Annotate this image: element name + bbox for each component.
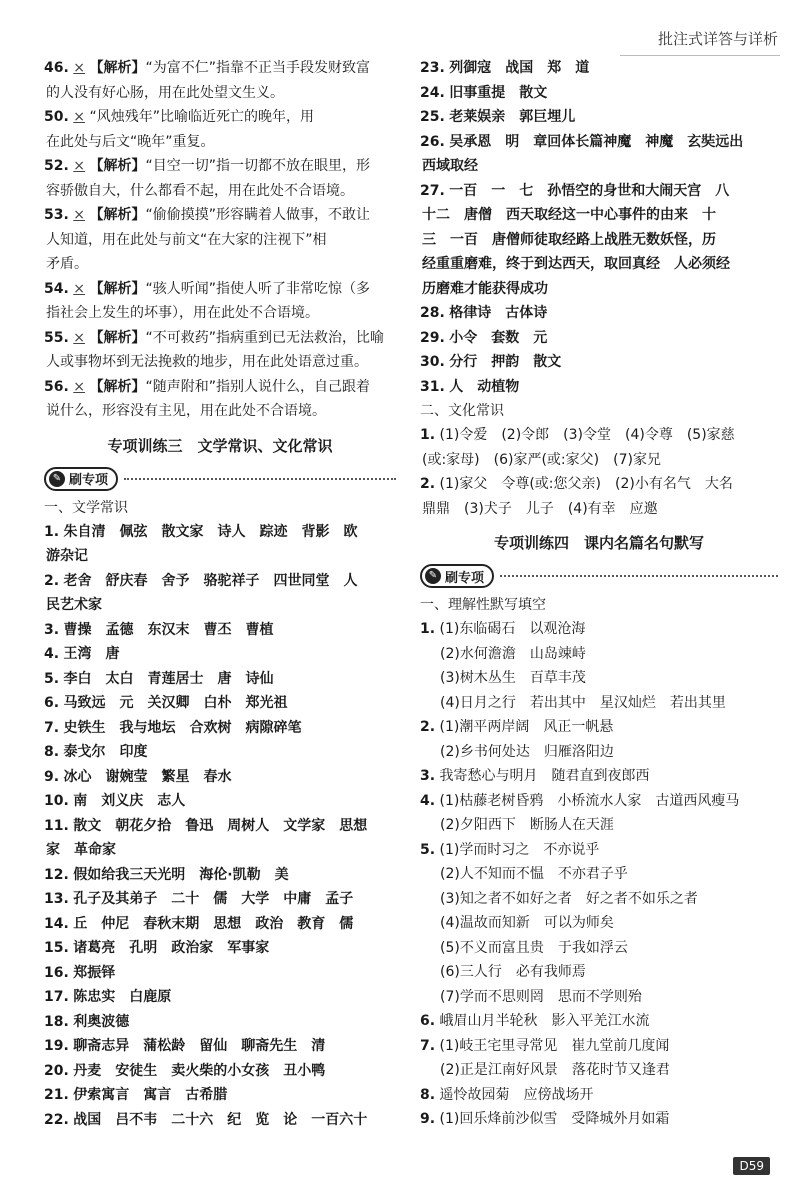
answer-item: [420, 179, 778, 204]
answer-item: [44, 1034, 396, 1059]
item-text: (1)令爱 (2)令郎 (3)令堂 (4)令尊 (5)家慈: [439, 427, 735, 443]
item-number: 2.: [420, 476, 436, 492]
item-number: 15.: [44, 940, 69, 956]
answer-item-continued: [44, 179, 396, 204]
answer-item: [420, 691, 778, 716]
item-text-continued: 历磨难才能获得成功: [422, 280, 548, 297]
answer-item-continued: [420, 203, 778, 228]
item-text: (6)三人行 必有我师焉: [440, 964, 586, 980]
item-number: 16.: [44, 964, 69, 981]
analysis-tag: 【解析】: [89, 60, 146, 76]
answer-item: [420, 326, 778, 351]
right-column: [420, 56, 778, 1132]
item-text: 人 动植物: [449, 378, 520, 395]
item-text: “骇人听闻”指使人听了非常吃惊（多: [145, 280, 370, 297]
item-number: 55.: [44, 329, 69, 346]
item-number: 24.: [420, 84, 445, 101]
item-number: 6.: [420, 1013, 436, 1029]
item-text: “风烛残年”比喻临近死亡的晚年，用: [89, 109, 314, 125]
item-text: 利奥波德: [73, 1013, 130, 1030]
answer-item: [44, 740, 396, 765]
item-text: 老莱娱亲 郭巨埋儿: [449, 109, 576, 125]
wrong-mark: ×: [73, 207, 85, 223]
answer-item: [44, 1010, 396, 1035]
item-text-continued: 游杂记: [46, 548, 88, 564]
item-text: 一百 一 七 孙悟空的身世和大闹天宫 八: [449, 182, 730, 199]
answer-item: [44, 277, 396, 302]
brush-icon: ✎: [425, 568, 441, 584]
item-text: (1)枯藤老树昏鸦 小桥流水人家 古道西风瘦马: [439, 792, 740, 809]
item-number: 22.: [44, 1111, 69, 1128]
answer-item-continued: [44, 399, 396, 424]
answer-item: [420, 375, 778, 400]
item-text: (2)乡书何处达 归雁洛阳边: [440, 743, 614, 760]
analysis-tag: 【解析】: [89, 378, 146, 395]
item-number: 14.: [44, 915, 69, 932]
item-text-continued: 鼎鼎 (3)犬子 儿子 (4)有幸 应邀: [422, 500, 658, 517]
answer-item: [420, 105, 778, 130]
item-text: (2)人不知而不愠 不亦君子乎: [440, 866, 628, 882]
item-number: 5.: [44, 670, 60, 687]
answer-item: [420, 911, 778, 936]
item-text: 孔子及其弟子 二十 儒 大学 中庸 孟子: [73, 891, 354, 907]
answer-item-continued: [44, 350, 396, 375]
answer-item: [44, 789, 396, 814]
item-text-continued: (或:家母) (6)家严(或:家父) (7)家兄: [422, 451, 661, 468]
answer-item: [44, 887, 396, 912]
item-text: (2)水何澹澹 山岛竦峙: [440, 645, 586, 662]
item-text: (1)家父 令尊(或:您父亲) (2)小有名气 大名: [439, 476, 733, 492]
answer-item: [420, 617, 778, 642]
answer-item: [420, 1034, 778, 1059]
answer-item: [420, 960, 778, 985]
item-text: 小令 套数 元: [449, 329, 548, 346]
item-number: 31.: [420, 378, 445, 395]
page-number-badge: D59: [733, 1157, 770, 1175]
answer-item: [44, 863, 396, 888]
item-text-continued: 十二 唐僧 西天取经这一中心事件的由来 十: [422, 207, 716, 223]
answer-item: [44, 936, 396, 961]
item-number: 4.: [420, 792, 436, 809]
subheading-literature: 一、文学常识: [44, 499, 128, 516]
item-text: (3)知之者不如好之者 好之者不如乐之者: [440, 890, 698, 907]
answer-item: [420, 423, 778, 448]
answer-item: [420, 740, 778, 765]
item-text: 南 刘义庆 志人: [73, 793, 186, 809]
analysis-tag: 【解析】: [89, 207, 146, 223]
wrong-mark: ×: [73, 329, 85, 346]
item-number: 8.: [420, 1086, 436, 1103]
item-text-continued: 指社会上发生的坏事），用在此处不合语境。: [46, 305, 319, 321]
badge-row: [420, 563, 778, 589]
answer-item: [420, 1107, 778, 1132]
item-number: 56.: [44, 378, 69, 395]
item-text: (1)学而时习之 不亦说乎: [439, 841, 600, 858]
item-text: (5)不义而富且贵 于我如浮云: [440, 939, 628, 956]
section-4-title: 专项训练四 课内名篇名句默写: [493, 534, 704, 552]
wrong-mark: ×: [73, 158, 85, 174]
answer-item: [420, 838, 778, 863]
item-text: (1)岐王宅里寻常见 崔九堂前几度闻: [439, 1037, 670, 1054]
answer-item: [420, 789, 778, 814]
answer-item-continued: [420, 228, 778, 253]
item-number: 25.: [420, 109, 445, 125]
item-text: 峨眉山月半轮秋 影入平羌江水流: [439, 1013, 650, 1029]
answer-item: [420, 81, 778, 106]
answer-item: [420, 350, 778, 375]
answer-item: [44, 814, 396, 839]
item-text-continued: 在此处与后文“晚年”重复。: [46, 133, 215, 150]
item-text: “不可救药”指病重到已无法救治，比喻: [145, 329, 384, 346]
item-text: 诸葛亮 孔明 政治家 军事家: [73, 940, 270, 956]
answer-item: [44, 520, 396, 545]
answer-item-continued: [44, 838, 396, 863]
answer-item: [44, 618, 396, 643]
item-text: 丹麦 安徒生 卖火柴的小女孩 丑小鸭: [73, 1062, 326, 1079]
analysis-tag: 【解析】: [89, 280, 146, 297]
item-number: 1.: [420, 621, 436, 637]
dotted-divider: [124, 478, 396, 480]
answer-item: [420, 130, 778, 155]
item-number: 4.: [44, 646, 60, 662]
item-text: 战国 吕不韦 二十六 纪 览 论 一百六十: [73, 1111, 368, 1128]
answer-item-continued: [420, 277, 778, 302]
answer-item: [44, 961, 396, 986]
item-text: 散文 朝花夕拾 鲁迅 周树人 文学家 思想: [73, 817, 368, 834]
item-text: 马致远 元 关汉卿 白朴 郑光祖: [63, 695, 288, 711]
item-text: 伊索寓言 寓言 古希腊: [73, 1087, 228, 1103]
item-number: 10.: [44, 793, 69, 809]
item-text: 冰心 谢婉莹 繁星 春水: [63, 768, 232, 785]
item-number: 21.: [44, 1087, 69, 1103]
answer-item: [44, 569, 396, 594]
answer-item: [420, 936, 778, 961]
left-column: [44, 56, 396, 1132]
answer-item: [420, 764, 778, 789]
idiom-answer-list: [44, 56, 396, 424]
item-text-continued: 人或事物坏到无法挽救的地步，用在此处语意过重。: [46, 354, 368, 370]
answer-item: [44, 912, 396, 937]
answer-item: [420, 1009, 778, 1034]
practice-badge: [420, 564, 494, 588]
item-number: 20.: [44, 1062, 69, 1079]
answer-item: [44, 691, 396, 716]
answer-item-continued: [44, 228, 396, 253]
item-text: (1)回乐烽前沙似雪 受降城外月如霜: [439, 1111, 670, 1127]
item-text-continued: 三 一百 唐僧师徒取经路上战胜无数妖怪，历: [422, 231, 716, 248]
item-number: 5.: [420, 841, 436, 858]
item-text: 我寄愁心与明月 随君直到夜郎西: [439, 768, 650, 784]
item-number: 12.: [44, 866, 69, 883]
wrong-mark: ×: [73, 60, 85, 76]
answer-item: [44, 203, 396, 228]
answer-item: [44, 1059, 396, 1084]
item-number: 8.: [44, 744, 60, 760]
answer-item-continued: [420, 448, 778, 473]
answer-item-continued: [420, 497, 778, 522]
literature-answer-list: [44, 520, 396, 1133]
answer-item: [420, 813, 778, 838]
item-number: 2.: [44, 572, 60, 589]
item-text: 郑振铎: [73, 964, 116, 981]
item-text-continued: 容骄傲自大，什么都看不起，用在此处不合语境。: [46, 182, 354, 199]
answer-item-continued: [44, 593, 396, 618]
item-text-continued: 矛盾。: [46, 256, 88, 272]
item-number: 9.: [420, 1111, 436, 1127]
item-text-continued: 说什么，形容没有主见，用在此处不合语境。: [46, 403, 326, 419]
answer-item-continued: [44, 252, 396, 277]
dotted-divider: [500, 575, 778, 577]
item-text: 曹操 孟德 东汉末 曹丕 曹植: [63, 621, 274, 638]
answer-item: [420, 715, 778, 740]
item-text: (3)树木丛生 百草丰茂: [440, 670, 586, 686]
item-number: 50.: [44, 109, 69, 125]
item-text: (2)正是江南好风景 落花时节又逢君: [440, 1062, 670, 1078]
item-text: (7)学而不思则罔 思而不学则殆: [440, 988, 642, 1005]
answer-item: [420, 985, 778, 1010]
answer-item: [44, 1108, 396, 1133]
badge-label: 刷专项: [445, 570, 485, 586]
answer-item-continued: [44, 81, 396, 106]
answer-item-continued: [420, 154, 778, 179]
literature-answer-list-continued: [420, 56, 778, 399]
answer-item: [420, 472, 778, 497]
item-text: “偷偷摸摸”形容瞒着人做事，不敢让: [145, 207, 370, 223]
item-number: 7.: [44, 719, 60, 736]
item-text: 分行 押韵 散文: [449, 354, 562, 370]
answer-item: [44, 375, 396, 400]
wrong-mark: ×: [73, 109, 85, 125]
answer-item: [44, 56, 396, 81]
item-text-continued: 民艺术家: [46, 597, 102, 613]
item-text: 列御寇 战国 郑 道: [449, 60, 590, 76]
badge-label: 刷专项: [69, 473, 109, 488]
item-text: (4)日月之行 若出其中 星汉灿烂 若出其里: [440, 694, 726, 711]
answer-item: [44, 105, 396, 130]
item-number: 3.: [420, 768, 436, 784]
answer-item: [44, 642, 396, 667]
answer-item: [420, 862, 778, 887]
item-text: 假如给我三天光明 海伦·凯勒 美: [73, 866, 289, 883]
item-text-continued: 经重重磨难，终于到达西天，取回真经 人必须经: [422, 256, 730, 272]
item-number: 18.: [44, 1013, 69, 1030]
answer-item-continued: [420, 252, 778, 277]
item-number: 2.: [420, 719, 436, 735]
answer-item: [420, 642, 778, 667]
item-text: (2)夕阳西下 断肠人在天涯: [440, 817, 614, 833]
item-number: 9.: [44, 768, 60, 785]
item-text: “目空一切”指一切都不放在眼里，形: [145, 158, 370, 174]
answer-item: [44, 985, 396, 1010]
answer-item: [44, 154, 396, 179]
subheading-dictation: 一、理解性默写填空: [420, 597, 546, 613]
item-number: 1.: [420, 427, 436, 443]
item-text: 王湾 唐: [63, 646, 120, 662]
item-text: 泰戈尔 印度: [63, 744, 148, 760]
item-number: 23.: [420, 60, 445, 76]
page-header-title: 批注式详答与详析: [657, 30, 778, 48]
answer-item: [420, 301, 778, 326]
item-number: 53.: [44, 207, 69, 223]
answer-item: [44, 765, 396, 790]
item-number: 30.: [420, 354, 445, 370]
answer-item-continued: [44, 130, 396, 155]
answer-item: [44, 1083, 396, 1108]
badge-row: [44, 466, 396, 492]
practice-badge: [44, 467, 118, 491]
item-text: 陈忠实 白鹿原: [73, 989, 172, 1005]
item-text: (4)温故而知新 可以为师矣: [440, 915, 614, 931]
item-text-continued: 西域取经: [422, 158, 478, 174]
answer-item: [420, 1058, 778, 1083]
brush-icon: ✎: [49, 471, 65, 487]
item-text: 吴承恩 明 章回体长篇神魔 神魔 玄奘远出: [449, 133, 744, 150]
answer-item: [420, 666, 778, 691]
item-text: “为富不仁”指靠不正当手段发财致富: [145, 60, 370, 76]
analysis-tag: 【解析】: [89, 329, 146, 346]
item-number: 54.: [44, 280, 69, 297]
analysis-tag: 【解析】: [89, 158, 146, 174]
item-text: 旧事重提 散文: [449, 84, 548, 101]
section-3-title: 专项训练三 文学常识、文化常识: [107, 436, 333, 455]
answer-item-continued: [44, 301, 396, 326]
item-text-continued: 家 革命家: [46, 842, 116, 858]
item-text: 史铁生 我与地坛 合欢树 病隙碎笔: [63, 719, 302, 736]
item-text: (1)东临碣石 以观沧海: [439, 621, 586, 637]
item-text: 格律诗 古体诗: [449, 305, 548, 321]
answer-item: [44, 716, 396, 741]
culture-answer-list: [420, 423, 778, 521]
answer-item-continued: [44, 544, 396, 569]
answer-item: [420, 1083, 778, 1108]
item-number: 26.: [420, 133, 445, 150]
poem-answer-list: [420, 617, 778, 1132]
item-number: 3.: [44, 621, 60, 638]
wrong-mark: ×: [73, 280, 85, 297]
item-text: (1)潮平两岸阔 风正一帆悬: [439, 719, 614, 735]
item-number: 27.: [420, 182, 445, 199]
item-number: 29.: [420, 329, 445, 346]
item-text-continued: 的人没有好心肠，用在此处望文生义。: [46, 84, 284, 101]
item-number: 11.: [44, 817, 69, 834]
item-number: 7.: [420, 1037, 436, 1054]
item-number: 13.: [44, 891, 69, 907]
item-number: 28.: [420, 305, 445, 321]
item-text: “随声附和”指别人说什么，自己跟着: [145, 378, 370, 395]
item-number: 46.: [44, 60, 69, 76]
item-number: 6.: [44, 695, 60, 711]
answer-item: [44, 667, 396, 692]
subheading-culture: 二、文化常识: [420, 403, 504, 419]
item-number: 1.: [44, 523, 60, 540]
answer-item: [420, 887, 778, 912]
item-text: 李白 太白 青莲居士 唐 诗仙: [63, 670, 274, 687]
item-number: 52.: [44, 158, 69, 174]
item-text: 老舍 舒庆春 舍予 骆驼祥子 四世同堂 人: [63, 572, 358, 589]
item-number: 19.: [44, 1038, 69, 1054]
item-text: 聊斋志异 蒲松龄 留仙 聊斋先生 清: [73, 1038, 326, 1054]
item-text: 丘 仲尼 春秋末期 思想 政治 教育 儒: [73, 915, 354, 932]
item-number: 17.: [44, 989, 69, 1005]
item-text: 朱自清 佩弦 散文家 诗人 踪迹 背影 欧: [63, 523, 358, 540]
item-text-continued: 人知道，用在此处与前文“在大家的注视下”相: [46, 231, 327, 248]
item-text: 遥怜故园菊 应傍战场开: [439, 1086, 594, 1103]
answer-item: [44, 326, 396, 351]
wrong-mark: ×: [73, 378, 85, 395]
answer-item: [420, 56, 778, 81]
